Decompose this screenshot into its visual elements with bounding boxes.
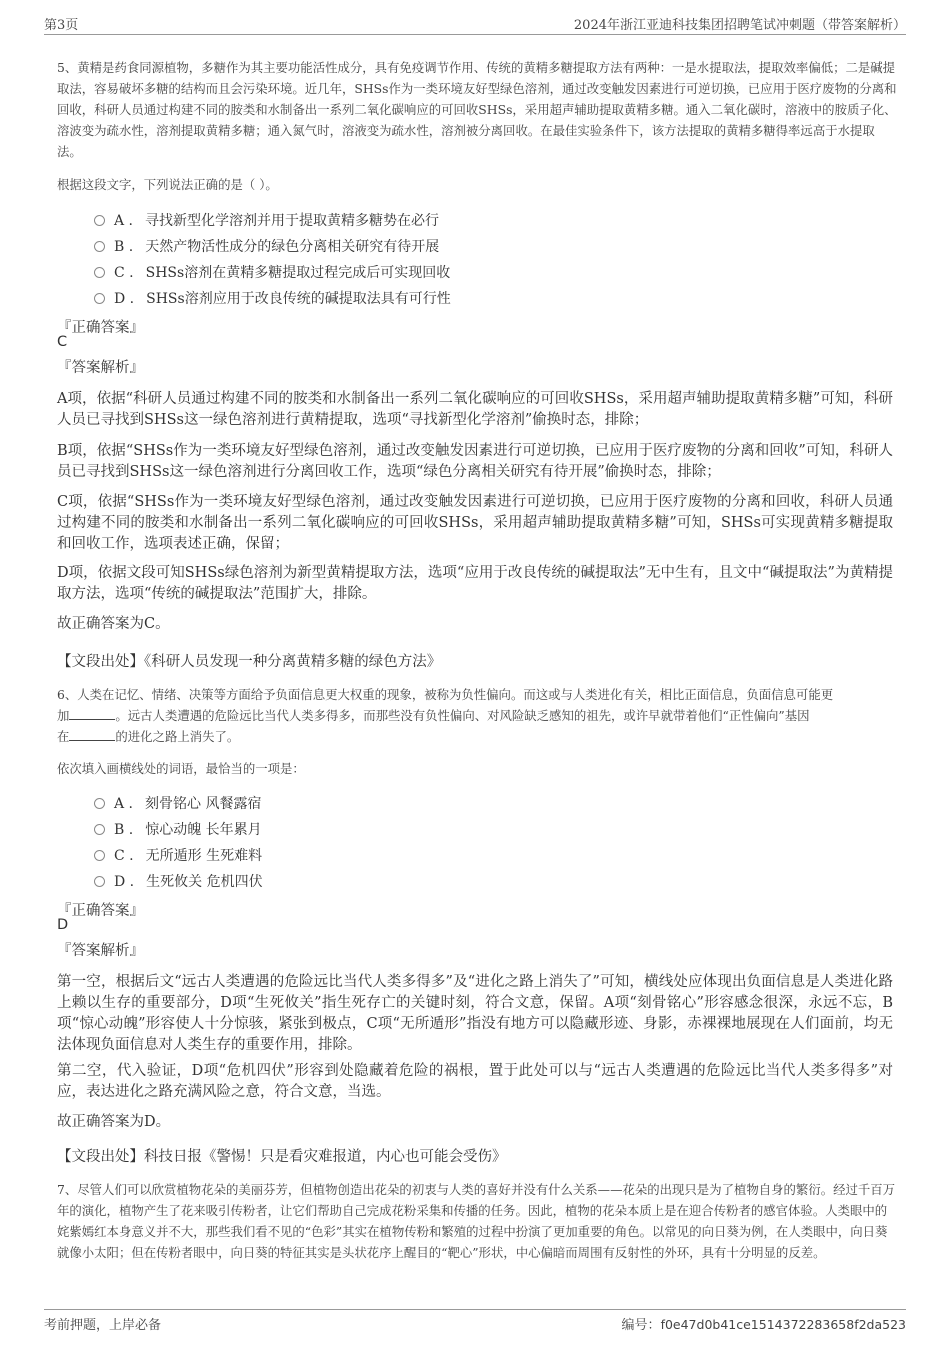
q5-source: 【文段出处】《科研人员发现一种分离黄精多糖的绿色方法》 [57, 654, 442, 670]
q6-analysis-label: 『答案解析』 [57, 943, 144, 959]
q5-analysis-c: C项，依据“SHSs作为一类环境友好型绿色溶剂，通过改变触发因素进行可逆切换，已应用于医疗废物的分离和回收，科研人员通过构建不同的胺类和水制备出一系列二氧化碳响应的可回收SHSs，采用超声辅助提取黄精多糖”可知，SHSs可实现黄精多糖提取和回收工作，选项表述正确，保留； [57, 494, 893, 552]
page-number: 第3页 [44, 18, 79, 33]
q6-answer: D [57, 917, 69, 933]
q6-option-b[interactable]: B . 惊心动魄 长年累月 [94, 819, 262, 839]
page-footer [44, 1309, 906, 1334]
q6-source: 【文段出处】科技日报《警惕！只是看灾难报道，内心也可能会受伤》 [57, 1149, 507, 1165]
q5-option-c[interactable]: C . SHSs溶剂在黄精多糖提取过程完成后可实现回收 [94, 262, 450, 282]
q6-line-2: 加 。远古人类遭遇的危险远比当代人类多得多，而那些没有负性偏向、对风险缺乏感知的祖先，或许早就带着他们“正性偏向”基因 [57, 708, 810, 723]
q5-answer: C [57, 334, 68, 350]
footer-slogan: 考前押题，上岸必备 [44, 1318, 162, 1333]
q5-answer-label: 『正确答案』 [57, 320, 144, 336]
q6-line-1: 6、人类在记忆、情绪、决策等方面给予负面信息更大权重的现象，被称为负性偏向。而这或与人类进化有关，相比正面信息，负面信息可能更 [57, 687, 834, 702]
q6-answer-label: 『正确答案』 [57, 903, 144, 919]
document-title: 2024年浙江亚迪科技集团招聘笔试冲刺题（带答案解析） [573, 18, 906, 33]
radio-icon[interactable] [94, 241, 105, 252]
q6-option-c[interactable]: C . 无所遁形 生死难料 [94, 845, 262, 865]
radio-icon[interactable] [94, 850, 105, 861]
q6-analysis-1: 第一空，根据后文“远古人类遭遇的危险远比当代人类多得多”及“进化之路上消失了”可知，横线处应体现出负面信息是人类进化路上赖以生存的重要部分，D项“生死攸关”指生死存亡的关键时刻，符合文意，保留。A项“刻骨铭心”形容感念很深，永远不忘，B项“惊心动魄”形容使人十分惊骇，紧张到极点，C项“无所遁形”指没有地方可以隐藏形迹、身影，赤裸裸地展现在人们面前，均无法体现负面信息对人类生存的重要作用，排除。 [57, 974, 893, 1053]
q6-option-d[interactable]: D . 生死攸关 危机四伏 [94, 871, 263, 891]
radio-icon[interactable] [94, 824, 105, 835]
q5-analysis-label: 『答案解析』 [57, 360, 144, 376]
q5-analysis-b: B项，依据“SHSs作为一类环境友好型绿色溶剂，通过改变触发因素进行可逆切换，已应用于医疗废物的分离和回收”可知，科研人员已寻找到SHSs这一绿色溶剂进行分离回收工作，选项“绿色分离相关研究有待开展”偷换时态，排除； [57, 443, 893, 480]
radio-icon[interactable] [94, 798, 105, 809]
q5-analysis-d: D项，依据文段可知SHSs绿色溶剂为新型黄精提取方法，选项“应用于改良传统的碱提取法”无中生有，且文中“碱提取法”为黄精提取方法，选项“传统的碱提取法”范围扩大，排除。 [57, 565, 893, 602]
q6-analysis-2: 第二空，代入验证，D项“危机四伏”形容到处隐藏着危险的祸根，置于此处可以与“远古人类遭遇的危险远比当代人类多得多”对应，表达进化之路充满风险之意，符合文意，当选。 [57, 1063, 893, 1100]
q5-option-b[interactable]: B . 天然产物活性成分的绿色分离相关研究有待开展 [94, 236, 439, 256]
footer-code: 编号：f0e47d0b41ce1514372283658f2da523 [621, 1317, 906, 1333]
q6-conclusion: 故正确答案为D。 [57, 1114, 171, 1130]
q5-analysis-a: A项，依据“科研人员通过构建不同的胺类和水制备出一系列二氧化碳响应的可回收SHSs，采用超声辅助提取黄精多糖”可知，科研人员已寻找到SHSs这一绿色溶剂进行黄精提取，选项“寻找新型化学溶剂”偷换时态，排除； [57, 391, 893, 428]
q6-line-3: 在 的进化之路上消失了。 [57, 729, 240, 744]
q5-conclusion: 故正确答案为C。 [57, 616, 170, 632]
q5-option-a[interactable]: A . 寻找新型化学溶剂并用于提取黄精多糖势在必行 [94, 210, 439, 230]
radio-icon[interactable] [94, 215, 105, 226]
q5-passage: 5、黄精是药食同源植物，多糖作为其主要功能活性成分，具有免疫调节作用、传统的黄精多糖提取方法有两种：一是水提取法，提取效率偏低；二是碱提取法，容易破坏多糖的结构而且会污染环境。近几年，SHSs作为一类环境友好型绿色溶剂，通过改变触发因素进行可逆切换，已应用于医疗废物的分离和回收，科研人员通过构建不同的胺类和水制备出一系列二氧化碳响应的可回收SHSs，采用超声辅助提取黄精多糖。通入二氧化碳时，溶液中的胺质子化、溶波变为疏水性，溶剂提取黄精多糖；通入氮气时，溶液变为疏水性，溶剂被分离回收。在最佳实验条件下，该方法提取的黄精多糖得率远高于水提取法。 [57, 60, 897, 159]
blank-2 [69, 728, 115, 741]
radio-icon[interactable] [94, 293, 105, 304]
blank-1 [69, 707, 115, 720]
radio-icon[interactable] [94, 876, 105, 887]
q7-passage: 7、尽管人们可以欣赏植物花朵的美丽芬芳，但植物创造出花朵的初衷与人类的喜好并没有什么关系——花朵的出现只是为了植物自身的繁衍。经过千百万年的演化，植物产生了花来吸引传粉者，让它们帮助自己完成花粉采集和传播的任务。因此，植物的花朵本质上是在迎合传粉者的感官体验。人类眼中的姹紫嫣红本身意义并不大，那些我们看不见的“色彩”其实在植物传粉和繁殖的过程中扮演了更加重要的角色。以常见的向日葵为例，在人类眼中，向日葵就像小太阳；但在传粉者眼中，向日葵的特征其实是头状花序上醒目的“靶心”形状，中心偏暗而周围有反射性的外环，具有十分明显的反差。 [57, 1182, 896, 1260]
q5-option-d[interactable]: D . SHSs溶剂应用于改良传统的碱提取法具有可行性 [94, 288, 451, 308]
page-header [44, 12, 906, 35]
q6-prompt: 依次填入画横线处的词语，最恰当的一项是： [57, 761, 305, 776]
radio-icon[interactable] [94, 267, 105, 278]
q6-option-a[interactable]: A . 刻骨铭心 风餐露宿 [94, 793, 261, 813]
q6-passage [57, 684, 897, 747]
q5-prompt: 根据这段文字，下列说法正确的是（ ）。 [57, 177, 278, 192]
